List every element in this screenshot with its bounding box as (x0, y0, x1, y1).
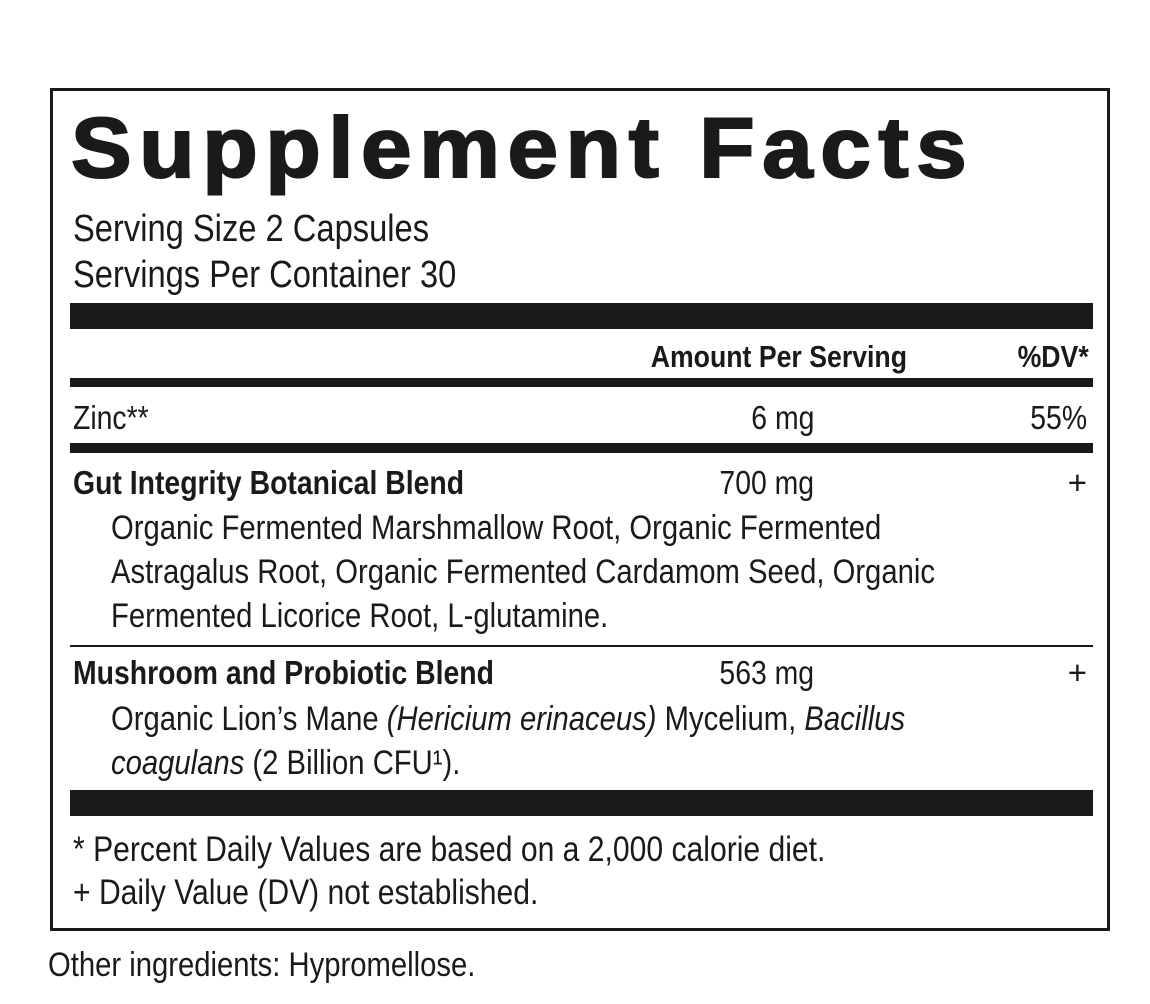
panel-title: Supplement Facts (71, 101, 975, 196)
ingredient-text: Mycelium, (656, 700, 805, 738)
zinc-name: Zinc** (73, 399, 149, 436)
other-ingredients: Other ingredients: Hypromellose. (48, 946, 476, 984)
gut-blend-ingredients (111, 506, 1150, 638)
zinc-amount: 6 mg (750, 399, 814, 436)
gut-blend-ingredients-line: Fermented Licorice Root, L-glutamine. (111, 597, 609, 635)
dv-header: %DV* (1017, 339, 1089, 374)
mushroom-blend-dv: + (1067, 654, 1087, 691)
supplement-facts-panel (50, 88, 1110, 931)
gut-blend-amount: 700 mg (719, 464, 814, 501)
ingredient-text: Organic Lion’s Mane (111, 700, 387, 738)
ingredient-latin-name: Bacillus (804, 700, 906, 738)
ingredient-text: (2 Billion CFU¹). (244, 744, 461, 782)
footnote-not-established: + Daily Value (DV) not established. (73, 873, 539, 912)
gut-blend-dv: + (1067, 464, 1087, 501)
mushroom-blend-ingredients-line-1 (111, 697, 1023, 741)
servings-per-container: Servings Per Container 30 (73, 254, 457, 296)
thick-divider-top (70, 303, 1093, 329)
amount-per-serving-header: Amount Per Serving (650, 339, 907, 374)
gut-blend-ingredients-line: Organic Fermented Marshmallow Root, Organic Fermented (111, 509, 882, 547)
zinc-dv: 55% (1030, 399, 1087, 436)
zinc-rule (70, 443, 1093, 453)
thick-divider-bottom (70, 790, 1093, 816)
gut-blend-rule (70, 645, 1093, 647)
serving-size: Serving Size 2 Capsules (73, 208, 430, 250)
ingredient-latin-name: coagulans (111, 744, 245, 782)
mushroom-blend-amount: 563 mg (719, 654, 814, 691)
gut-blend-name: Gut Integrity Botanical Blend (73, 464, 465, 501)
ingredient-latin-name: (Hericium erinaceus) (386, 700, 657, 738)
gut-blend-ingredients-line: Astragalus Root, Organic Fermented Cardamom Seed, Organic (111, 553, 935, 591)
mushroom-blend-ingredients-line-2 (111, 741, 1023, 785)
footnote-dv: * Percent Daily Values are based on a 2,000 calorie diet. (73, 830, 826, 869)
mushroom-blend-name: Mushroom and Probiotic Blend (73, 654, 494, 691)
mushroom-blend-ingredients (111, 697, 1150, 785)
header-rule (70, 378, 1093, 387)
